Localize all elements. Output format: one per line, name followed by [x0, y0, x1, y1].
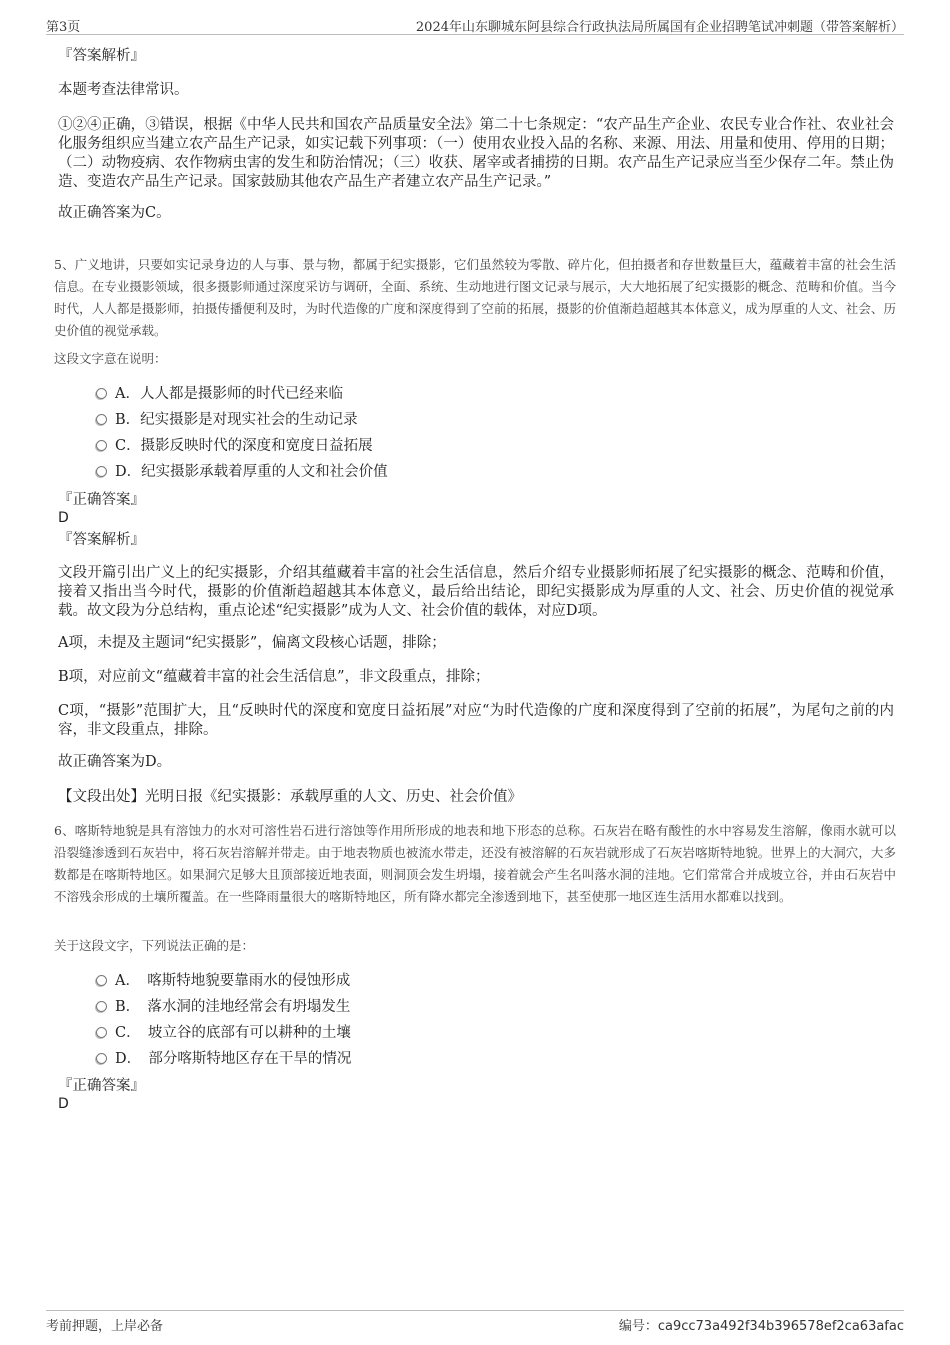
q6-prompt: 关于这段文字，下列说法正确的是：	[54, 938, 255, 953]
footer-code-value: ca9cc73a492f34b396578ef2ca63afac	[657, 1319, 904, 1334]
q5-analysis-p2: A项，未提及主题词“纪实摄影”，偏离文段核心话题，排除；	[58, 635, 446, 651]
q6-option-a-label: A． 喀斯特地貌要靠雨水的侵蚀形成	[115, 973, 351, 989]
q5-analysis-heading: 『答案解析』	[58, 532, 145, 548]
q5-option-b-label: B．纪实摄影是对现实社会的生动记录	[115, 412, 358, 428]
q5-option-a-label: A．人人都是摄影师的时代已经来临	[115, 386, 343, 402]
q6-option-b[interactable]	[96, 996, 350, 1018]
q6-option-d[interactable]	[96, 1048, 351, 1070]
page-header	[46, 14, 904, 35]
q4-analysis-heading: 『答案解析』	[58, 48, 145, 64]
q4-analysis-p1: 本题考查法律常识。	[58, 82, 189, 98]
q4-analysis-p3: 故正确答案为C。	[58, 205, 171, 221]
q5-correct-heading: 『正确答案』	[58, 492, 145, 508]
q6-correct-heading: 『正确答案』	[58, 1078, 145, 1094]
radio-icon[interactable]	[96, 975, 107, 986]
q6-option-a[interactable]	[96, 970, 350, 992]
q5-option-c-label: C．摄影反映时代的深度和宽度日益拓展	[115, 438, 373, 454]
q5-analysis-p4: C项，“摄影”范围扩大，且“反映时代的深度和宽度日益拓展”对应“为时代造像的广度和深度得到了空前的拓展”，为尾句之前的内容，非文段重点，排除。	[58, 703, 894, 738]
q5-correct-answer: D	[58, 510, 69, 526]
q6-correct-answer: D	[58, 1096, 69, 1112]
radio-icon[interactable]	[96, 414, 107, 425]
radio-icon[interactable]	[96, 1027, 107, 1038]
q5-prompt: 这段文字意在说明：	[54, 351, 167, 366]
document-title: 2024年山东聊城东阿县综合行政执法局所属国有企业招聘笔试冲刺题（带答案解析）	[415, 20, 904, 35]
radio-icon[interactable]	[96, 466, 107, 477]
q6-option-b-label: B． 落水洞的洼地经常会有坍塌发生	[115, 999, 351, 1015]
q6-option-c[interactable]	[96, 1022, 351, 1044]
q4-analysis-p2: ①②④正确，③错误，根据《中华人民共和国农产品质量安全法》第二十七条规定：“农产品生产企业、农民专业合作社、农业社会化服务组织应当建立农产品生产记录，如实记载下列事项：（一）使用农业投入品的名称、来源、用法、用量和使用、停用的日期；（二）动物疫病、农作物病虫害的发生和防治情况；（三）收获、屠宰或者捕捞的日期。农产品生产记录应当至少保存二年。禁止伪造、变造农产品生产记录。国家鼓励其他农产品生产者建立农产品生产记录。”	[58, 117, 894, 190]
q5-analysis-p1: 文段开篇引出广义上的纪实摄影，介绍其蕴藏着丰富的社会生活信息，然后介绍专业摄影师拓展了纪实摄影的概念、范畴和价值，接着又指出当今时代，摄影的价值渐趋超越其本体意义，最后给出结论，即纪实摄影成为厚重的人文、社会、历史价值的视觉承载。故文段为分总结构，重点论述“纪实摄影”成为人文、社会价值的载体，对应D项。	[58, 565, 894, 619]
q5-option-d[interactable]	[96, 461, 388, 483]
q5-option-a[interactable]	[96, 383, 343, 405]
footer-slogan: 考前押题，上岸必备	[46, 1319, 164, 1334]
page-number: 第3页	[46, 20, 81, 35]
radio-icon[interactable]	[96, 388, 107, 399]
q5-option-b[interactable]	[96, 409, 358, 431]
radio-icon[interactable]	[96, 440, 107, 451]
q5-option-c[interactable]	[96, 435, 373, 457]
q5-analysis-p5: 故正确答案为D。	[58, 754, 172, 770]
q5-source: 【文段出处】光明日报《纪实摄影：承载厚重的人文、历史、社会价值》	[58, 789, 522, 805]
page-footer	[46, 1310, 904, 1333]
q5-question-text: 5、广义地讲，只要如实记录身边的人与事、景与物，都属于纪实摄影，它们虽然较为零散、碎片化，但拍摄者和存世数量巨大，蕴藏着丰富的社会生活信息。在专业摄影领域，很多摄影师通过深度采访与调研，全面、系统、生动地进行图文记录与展示，大大地拓展了纪实摄影的概念、范畴和价值。当今时代，人人都是摄影师，拍摄传播便利及时，为时代造像的广度和深度得到了空前的拓展，摄影的价值渐趋超越其本体意义，成为厚重的人文、社会、历史价值的视觉承载。	[54, 257, 896, 338]
footer-code	[619, 1315, 904, 1334]
q6-option-c-label: C． 坡立谷的底部有可以耕种的土壤	[115, 1025, 351, 1041]
radio-icon[interactable]	[96, 1001, 107, 1012]
q5-option-d-label: D．纪实摄影承载着厚重的人文和社会价值	[115, 464, 388, 480]
footer-code-label: 编号：	[618, 1319, 658, 1334]
q6-question-text: 6、喀斯特地貌是具有溶蚀力的水对可溶性岩石进行溶蚀等作用所形成的地表和地下形态的总称。石灰岩在略有酸性的水中容易发生溶解，像雨水就可以沿裂缝渗透到石灰岩中，将石灰岩溶解并带走。由于地表物质也被流水带走，还没有被溶解的石灰岩就形成了石灰岩喀斯特地貌。世界上的大洞穴，大多数都是在喀斯特地区。如果洞穴足够大且顶部接近地表面，则洞顶会发生坍塌，接着就会产生名叫落水洞的洼地。它们常常合并成坡立谷，并由石灰岩中不溶残余形成的土壤所覆盖。在一些降雨量很大的喀斯特地区，所有降水都完全渗透到地下，甚至使那一地区连生活用水都难以找到。	[54, 823, 896, 904]
q6-option-d-label: D． 部分喀斯特地区存在干旱的情况	[115, 1051, 352, 1067]
radio-icon[interactable]	[96, 1053, 107, 1064]
q5-analysis-p3: B项，对应前文“蕴藏着丰富的社会生活信息”，非文段重点，排除；	[58, 669, 490, 685]
